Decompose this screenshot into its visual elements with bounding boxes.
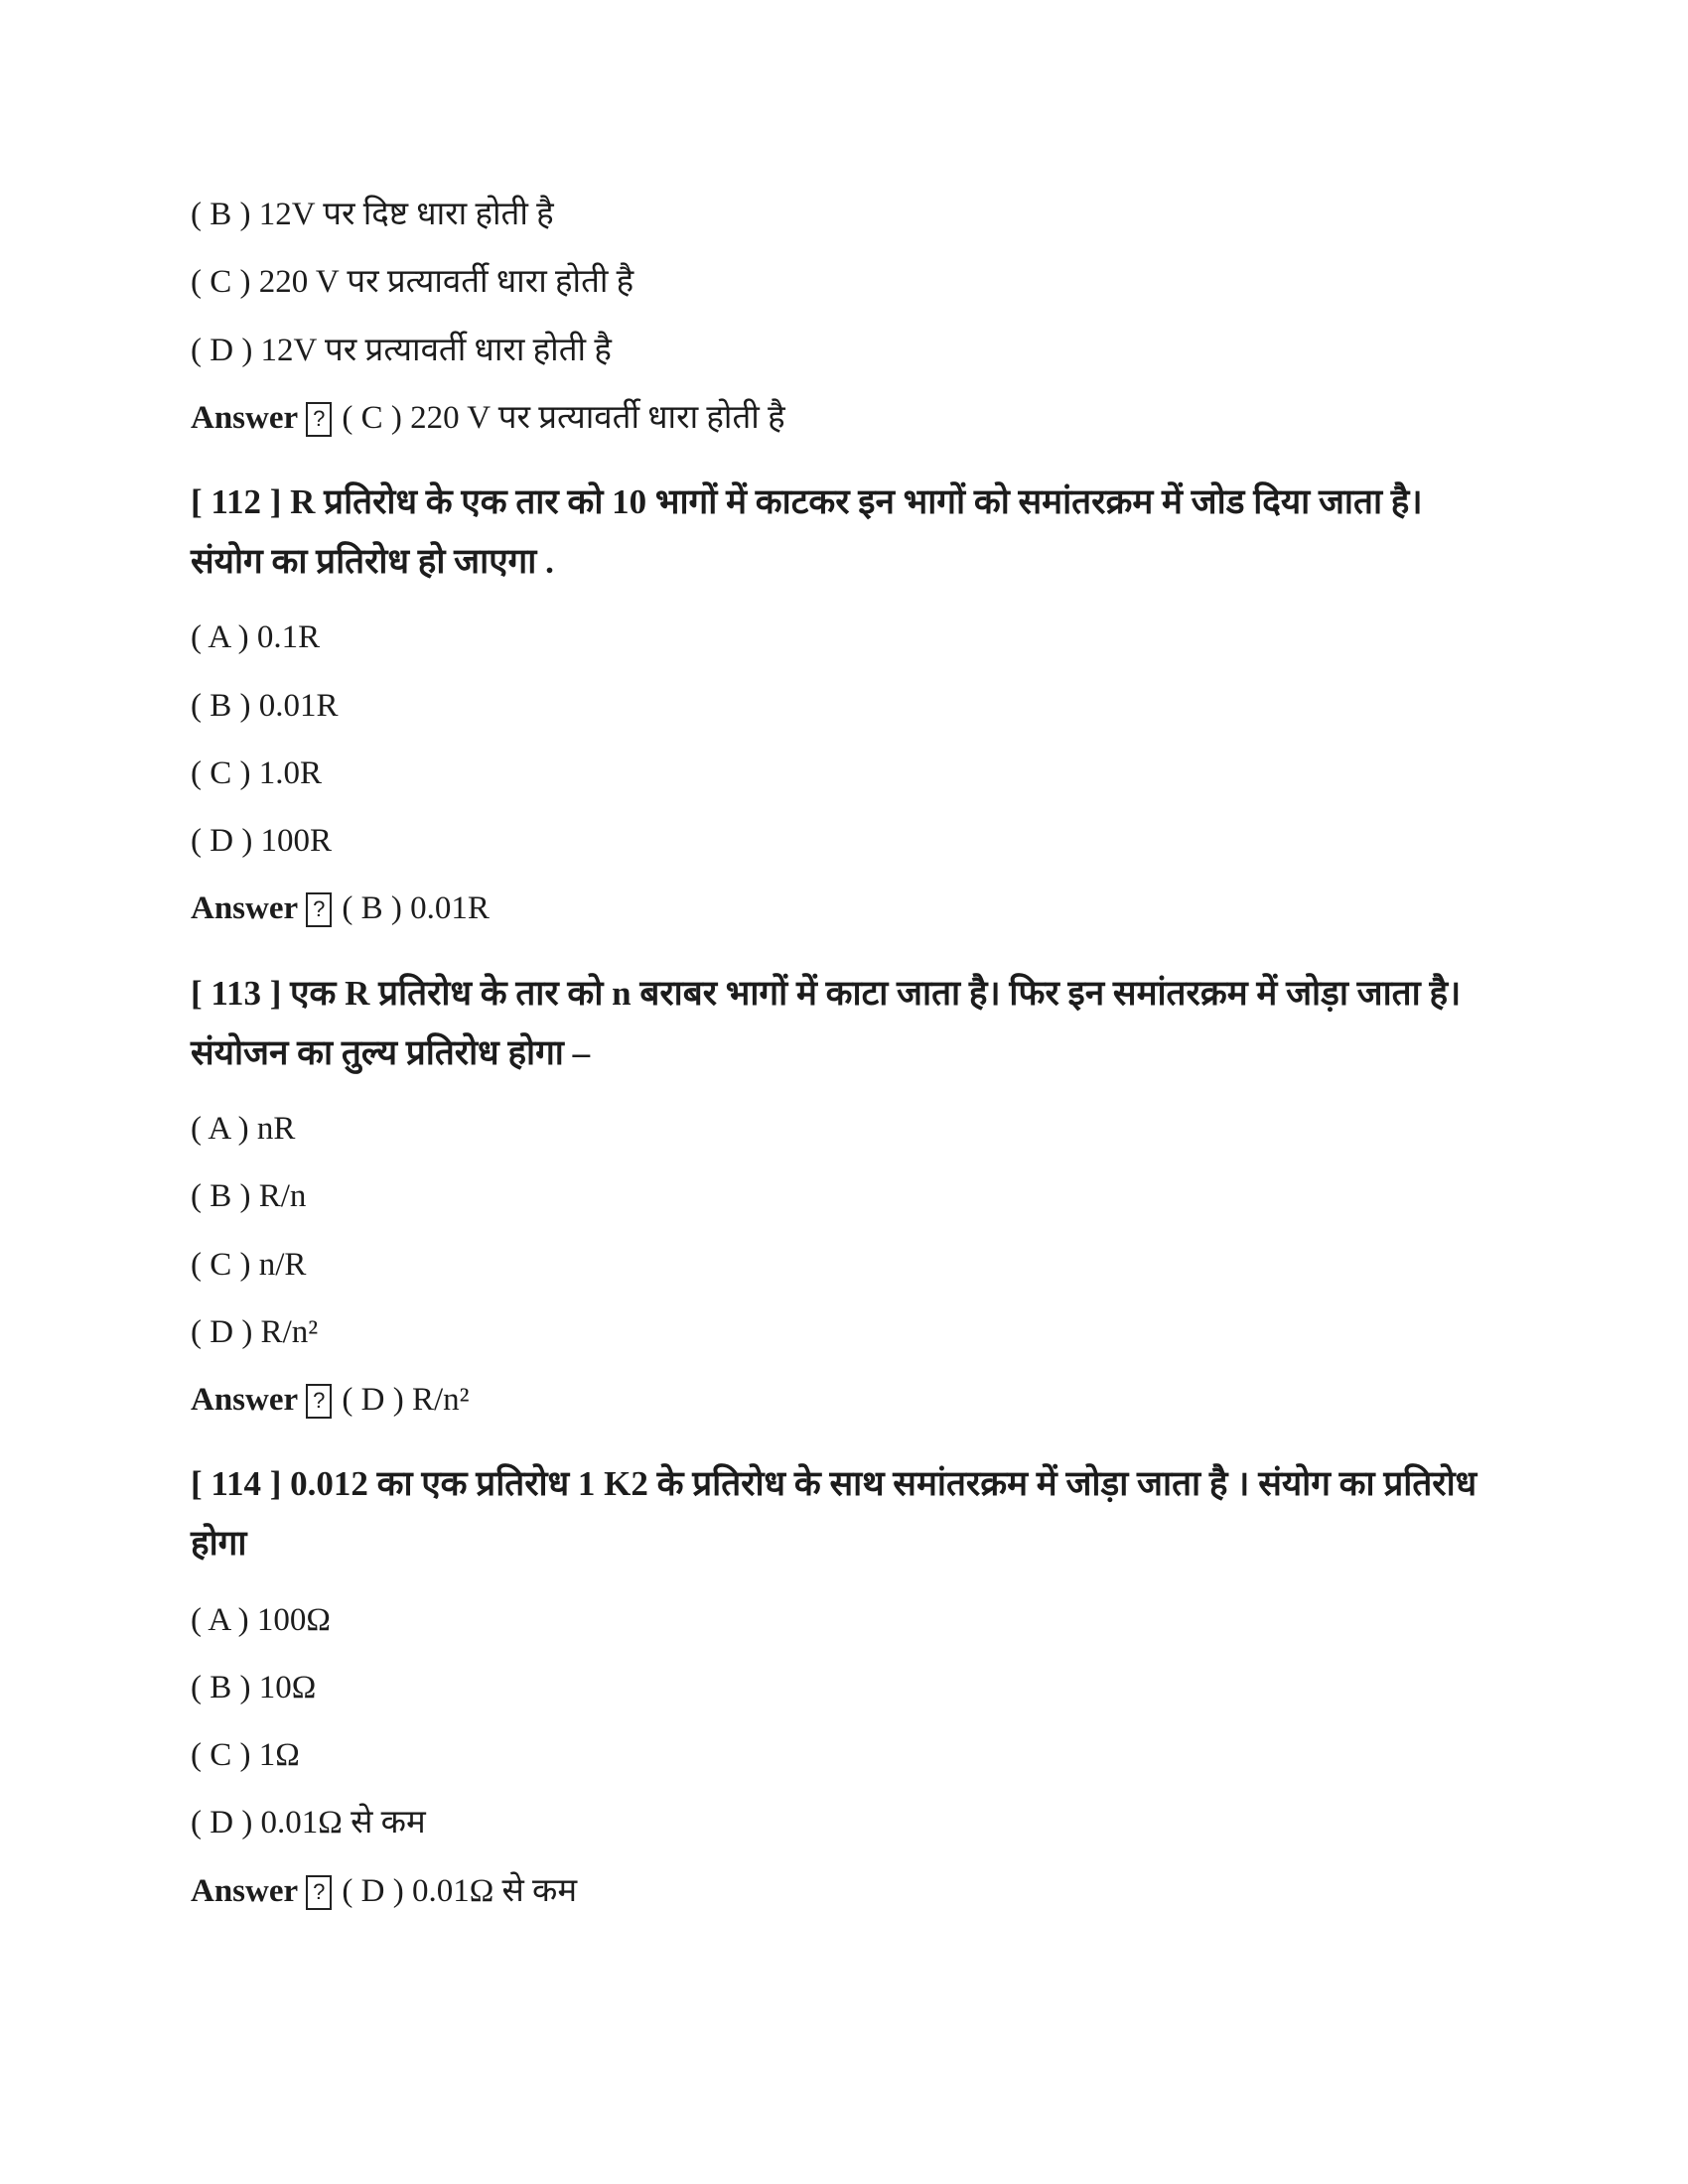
option-line: ( C ) 1Ω xyxy=(191,1737,300,1774)
answer-text: ( D ) 0.01Ω से कम xyxy=(342,1872,578,1909)
option-line: ( B ) 0.01R xyxy=(191,687,339,724)
missing-glyph-icon: ? xyxy=(306,892,332,927)
question-title-114: [ 114 ] 0.012 का एक प्रतिरोध 1 K2 के प्रतिरोध के साथ समांतरक्रम में जोड़ा जाता है । संयोग का प्रतिरोध होगा xyxy=(191,1464,1477,1564)
option-line: ( C ) 220 V पर प्रत्यावर्ती धारा होती है xyxy=(191,264,634,301)
answer-line xyxy=(191,888,1501,929)
answer-label: Answer xyxy=(191,399,299,436)
option-line: ( C ) n/R xyxy=(191,1246,307,1283)
option-line: ( D ) 12V पर प्रत्यावर्ती धारा होती है xyxy=(191,332,612,368)
missing-glyph-icon: ? xyxy=(306,1875,332,1910)
option-line: ( B ) 10Ω xyxy=(191,1669,317,1706)
option-line: ( A ) nR xyxy=(191,1111,296,1147)
question-title-112: [ 112 ] R प्रतिरोध के एक तार को 10 भागों में काटकर इन भागों को समांतरक्रम में जोड दिया जाता है। संयोग का प्रतिरोध हो जाएगा . xyxy=(191,482,1423,582)
option-line: ( A ) 0.1R xyxy=(191,619,321,656)
option-line: ( A ) 100Ω xyxy=(191,1601,331,1638)
answer-line xyxy=(191,1871,1501,1912)
answer-label: Answer xyxy=(191,1872,299,1909)
answer-label: Answer xyxy=(191,1382,299,1418)
answer-text: ( D ) R/n² xyxy=(342,1382,470,1418)
answer-line xyxy=(191,1380,1501,1421)
missing-glyph-icon: ? xyxy=(306,402,332,437)
option-line: ( B ) R/n xyxy=(191,1178,307,1215)
option-line: ( B ) 12V पर दिष्ट धारा होती है xyxy=(191,197,554,232)
answer-text: ( B ) 0.01R xyxy=(342,890,490,927)
answer-label: Answer xyxy=(191,890,299,927)
missing-glyph-icon: ? xyxy=(306,1384,332,1419)
option-line: ( C ) 1.0R xyxy=(191,754,322,791)
answer-line xyxy=(191,398,1501,439)
option-line: ( D ) 0.01Ω से कम xyxy=(191,1805,426,1842)
question-paper-content xyxy=(191,195,1501,1912)
option-line: ( D ) R/n² xyxy=(191,1313,319,1350)
option-line: ( D ) 100R xyxy=(191,823,333,860)
question-title-113: [ 113 ] एक R प्रतिरोध के तार को n बराबर भागों में काटा जाता है। फिर इन समांतरक्रम में जोड़ा जाता है। संयोजन का तुल्य प्रतिरोध होगा – xyxy=(191,973,1462,1072)
answer-text: ( C ) 220 V पर प्रत्यावर्ती धारा होती है xyxy=(342,399,785,436)
